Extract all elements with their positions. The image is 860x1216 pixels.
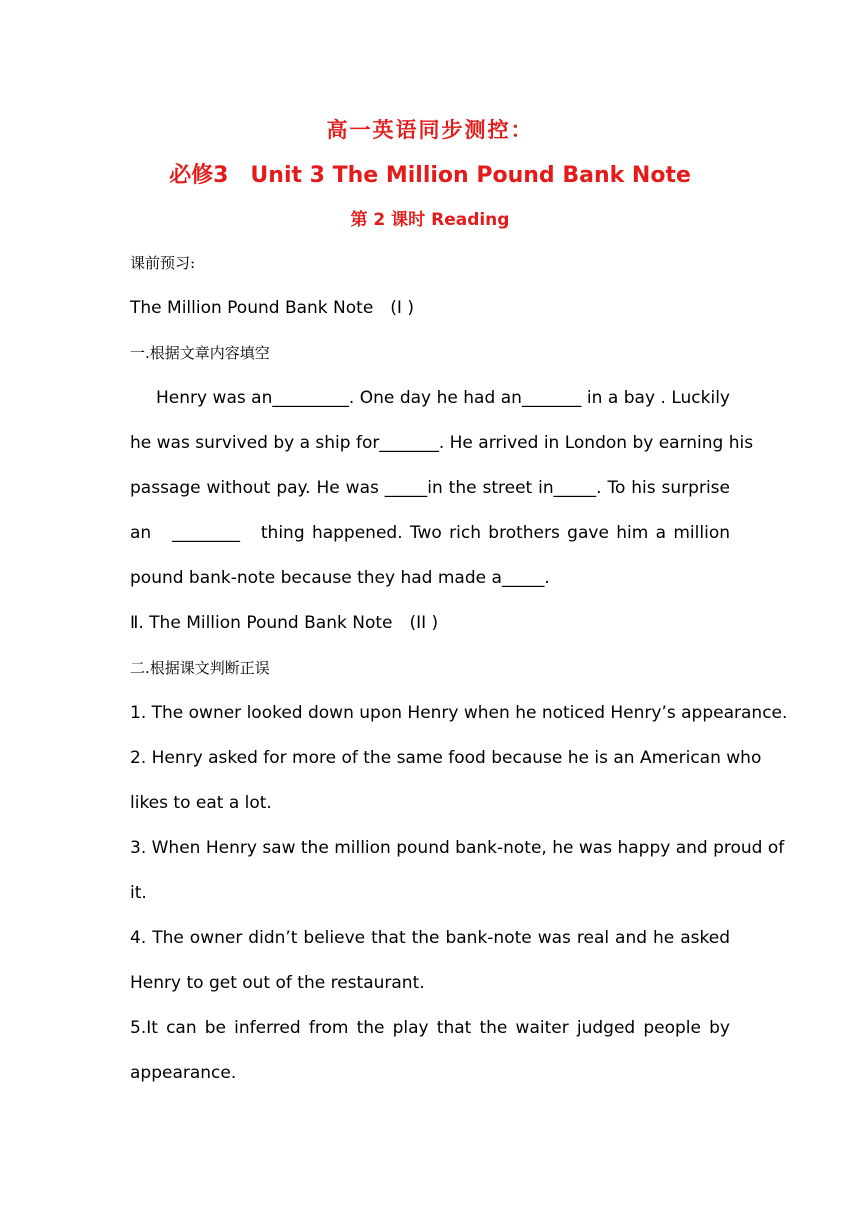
statement-line: 1. The owner looked down upon Henry when he noticed Henry’s appearance. xyxy=(130,703,788,723)
statement-line: 3. When Henry saw the million pound bank-note, he was happy and proud of xyxy=(130,838,785,858)
passage-line: an ________ thing happened. Two rich brothers gave him a million xyxy=(130,523,730,543)
passage-line: pound bank-note because they had made a_____. xyxy=(130,568,550,588)
passage-line: he was survived by a ship for_______. He arrived in London by earning his xyxy=(130,433,754,453)
part1-heading: The Million Pound Bank Note (I ) xyxy=(130,298,414,318)
part2-heading: Ⅱ. The Million Pound Bank Note (II ) xyxy=(130,613,439,633)
part2-instruction: 二.根据课文判断正误 xyxy=(130,659,270,677)
preview-label: 课前预习: xyxy=(130,254,196,272)
document-subtitle: 必修3 Unit 3 The Million Pound Bank Note xyxy=(169,163,691,188)
statement-line: 2. Henry asked for more of the same food because he is an American who xyxy=(130,748,762,768)
statement-line: appearance. xyxy=(130,1063,237,1083)
document-title: 高一英语同步测控： xyxy=(326,118,534,142)
passage-line: passage without pay. He was _____in the street in_____. To his surprise xyxy=(130,478,730,498)
statement-line: likes to eat a lot. xyxy=(130,793,272,813)
statement-line: 4. The owner didn’t believe that the bank-note was real and he asked xyxy=(130,928,730,948)
passage-line: Henry was an_________. One day he had an_______ in a bay . Luckily xyxy=(156,388,730,408)
statement-line: Henry to get out of the restaurant. xyxy=(130,973,425,993)
statement-line: it. xyxy=(130,883,147,903)
statement-line: 5.It can be inferred from the play that the waiter judged people by xyxy=(130,1018,730,1038)
lesson-label: 第 2 课时 Reading xyxy=(350,210,510,230)
part1-instruction: 一.根据文章内容填空 xyxy=(130,344,270,362)
